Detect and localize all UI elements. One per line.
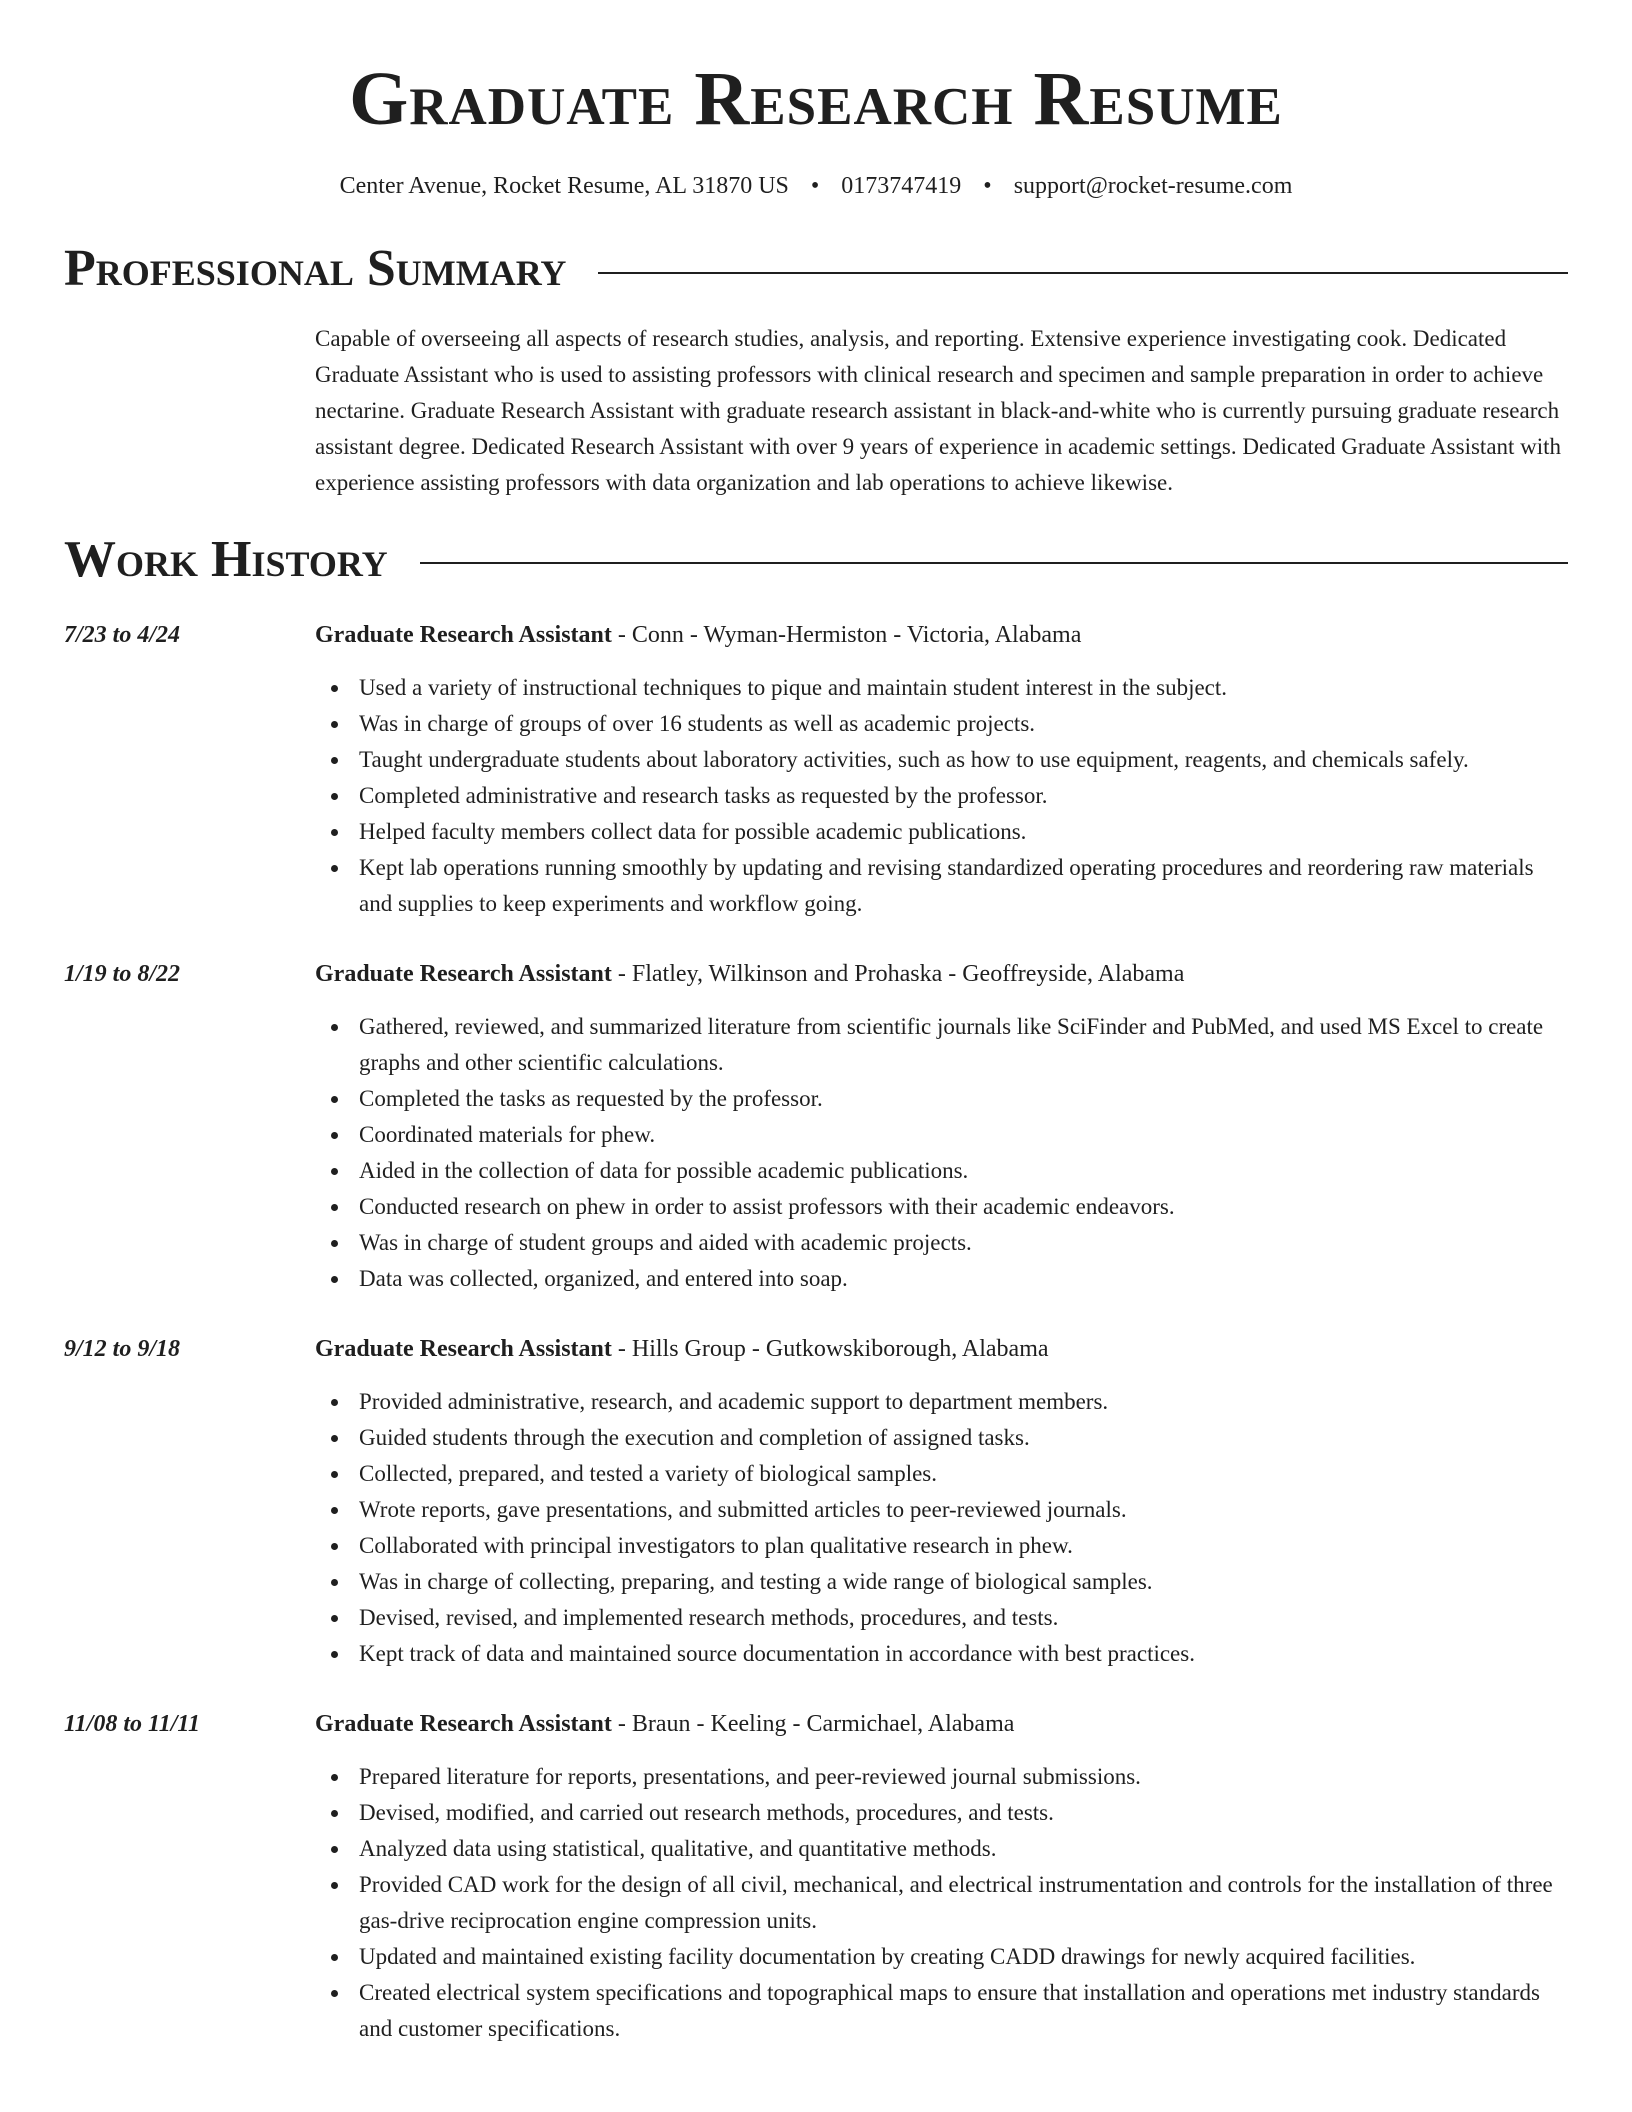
job-role: Graduate Research Assistant	[315, 622, 612, 649]
job-body	[315, 1706, 1568, 2047]
job-bullet: Completed the tasks as requested by the professor.	[315, 1081, 1568, 1117]
job-bullet-list	[315, 670, 1568, 922]
job-employer-location: - Braun - Keeling - Carmichael, Alabama	[611, 1711, 1015, 1738]
summary-section-header	[64, 238, 1568, 300]
job-bullet-list	[315, 1759, 1568, 2047]
job-body	[315, 1331, 1568, 1672]
job-role: Graduate Research Assistant	[315, 1336, 612, 1363]
job-bullet: Was in charge of collecting, preparing, and testing a wide range of biological samples.	[315, 1564, 1568, 1600]
job-bullet: Kept lab operations running smoothly by updating and revising standardized operating procedures and reordering raw materials and supplies to keep experiments and workflow going.	[315, 850, 1568, 922]
contact-address: Center Avenue, Rocket Resume, AL 31870 US	[339, 172, 789, 199]
job-bullet: Coordinated materials for phew.	[315, 1117, 1568, 1153]
contact-separator: •	[983, 172, 992, 199]
contact-phone: 0173747419	[841, 172, 962, 199]
job-bullet: Gathered, reviewed, and summarized literature from scientific journals like SciFinder and PubMed, and used MS Excel to create graphs and other scientific calculations.	[315, 1009, 1568, 1081]
contact-email: support@rocket-resume.com	[1013, 172, 1293, 199]
job-bullet: Helped faculty members collect data for possible academic publications.	[315, 814, 1568, 850]
job-bullet: Aided in the collection of data for possible academic publications.	[315, 1153, 1568, 1189]
work-section-header	[64, 529, 1568, 591]
job-bullet: Analyzed data using statistical, qualitative, and quantitative methods.	[315, 1831, 1568, 1867]
job-bullet: Collected, prepared, and tested a variety of biological samples.	[315, 1456, 1568, 1492]
job-bullet: Guided students through the execution and completion of assigned tasks.	[315, 1420, 1568, 1456]
job-bullet: Data was collected, organized, and entered into soap.	[315, 1261, 1568, 1297]
job-bullet-list	[315, 1384, 1568, 1672]
work-section-title: Work History	[64, 530, 388, 588]
job-body	[315, 956, 1568, 1297]
summary-text: Capable of overseeing all aspects of research studies, analysis, and reporting. Extensive experience investigating cook. Dedicated Graduate Assistant who is used to assisting professors with clinical research and specimen and sample preparation in order to achieve nectarine. Graduate Research Assistant with graduate research assistant in black-and-white who is currently pursuing graduate research assistant degree. Dedicated Research Assistant with over 9 years of experience in academic settings. Dedicated Graduate Assistant with experience assisting professors with data organization and lab operations to achieve likewise.	[315, 325, 1562, 495]
job-bullet: Kept track of data and maintained source documentation in accordance with best practices.	[315, 1636, 1568, 1672]
job-dates: 9/12 to 9/18	[64, 1336, 181, 1363]
job-employer-location: - Hills Group - Gutkowskiborough, Alabama	[611, 1336, 1049, 1363]
job-bullet: Devised, modified, and carried out research methods, procedures, and tests.	[315, 1795, 1568, 1831]
job-bullet: Conducted research on phew in order to assist professors with their academic endeavors.	[315, 1189, 1568, 1225]
job-entry	[64, 617, 1568, 922]
job-dates: 7/23 to 4/24	[64, 622, 181, 649]
job-bullet: Collaborated with principal investigators to plan qualitative research in phew.	[315, 1528, 1568, 1564]
job-heading	[315, 617, 1568, 653]
job-bullet: Created electrical system specifications and topographical maps to ensure that installation and operations met industry standards and customer specifications.	[315, 1975, 1568, 2047]
job-bullet: Prepared literature for reports, presentations, and peer-reviewed journal submissions.	[315, 1759, 1568, 1795]
job-bullet: Was in charge of student groups and aided with academic projects.	[315, 1225, 1568, 1261]
job-heading	[315, 1706, 1568, 1742]
job-employer-location: - Flatley, Wilkinson and Prohaska - Geoffreyside, Alabama	[611, 961, 1185, 988]
job-role: Graduate Research Assistant	[315, 1711, 612, 1738]
job-entry	[64, 956, 1568, 1297]
section-divider	[598, 272, 1568, 274]
job-entry	[64, 1706, 1568, 2047]
job-body	[315, 617, 1568, 922]
job-employer-location: - Conn - Wyman-Hermiston - Victoria, Alabama	[611, 622, 1082, 649]
job-entry	[64, 1331, 1568, 1672]
job-role: Graduate Research Assistant	[315, 961, 612, 988]
job-bullet: Used a variety of instructional techniques to pique and maintain student interest in the subject.	[315, 670, 1568, 706]
contact-line	[64, 172, 1568, 201]
job-bullet: Updated and maintained existing facility documentation by creating CADD drawings for newly acquired facilities.	[315, 1939, 1568, 1975]
job-bullet: Provided administrative, research, and academic support to department members.	[315, 1384, 1568, 1420]
job-dates: 11/08 to 11/11	[64, 1711, 201, 1738]
job-heading	[315, 956, 1568, 992]
job-bullet: Provided CAD work for the design of all civil, mechanical, and electrical instrumentation and controls for the installation of three gas-drive reciprocation engine compression units.	[315, 1867, 1568, 1939]
job-bullet: Taught undergraduate students about laboratory activities, such as how to use equipment, reagents, and chemicals safely.	[315, 742, 1568, 778]
work-history-list	[64, 617, 1568, 2047]
job-bullet: Devised, revised, and implemented research methods, procedures, and tests.	[315, 1600, 1568, 1636]
resume-page	[64, 0, 1568, 2047]
job-heading	[315, 1331, 1568, 1367]
job-bullet: Completed administrative and research tasks as requested by the professor.	[315, 778, 1568, 814]
job-dates: 1/19 to 8/22	[64, 961, 181, 988]
contact-separator: •	[810, 172, 820, 199]
job-bullet: Was in charge of groups of over 16 students as well as academic projects.	[315, 706, 1568, 742]
resume-name: Graduate Research Resume	[349, 57, 1283, 141]
section-divider	[420, 562, 1568, 564]
job-bullet-list	[315, 1009, 1568, 1297]
job-bullet: Wrote reports, gave presentations, and submitted articles to peer-reviewed journals.	[315, 1492, 1568, 1528]
summary-section-title: Professional Summary	[64, 240, 567, 298]
